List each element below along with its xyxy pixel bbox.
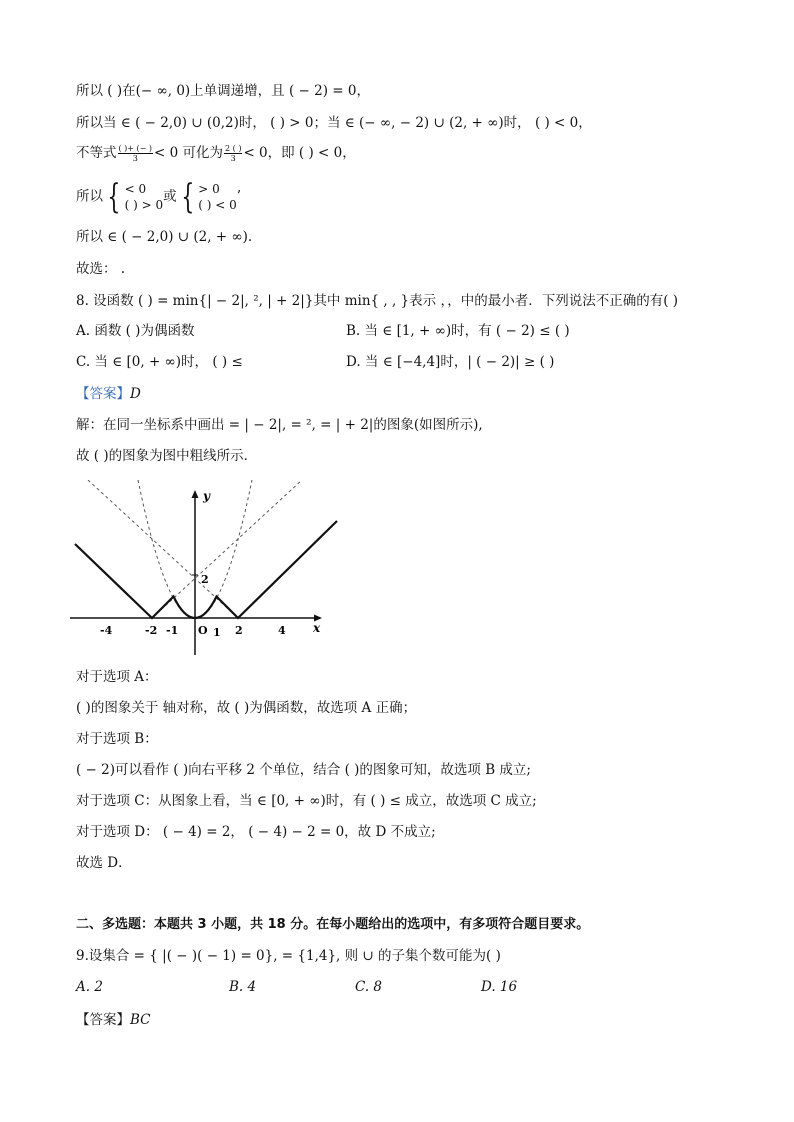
option-d: D. 当 ∈ [−4,4]时，| ( − 2)| ≥ ( )	[346, 354, 555, 370]
x-axis-label: x	[313, 621, 321, 635]
for-option-c: 对于选项 C：从图象上看，当 ∈ [0, + ∞)时，有 ( ) ≤ 成立，故选项 C 成立;	[76, 793, 537, 809]
x-tick-label: 1	[213, 626, 221, 639]
solution-line-1: 解：在同一坐标系中画出 = | − 2|, = ², = | + 2|的图象(如图所示),	[76, 417, 483, 433]
section-heading: 二、多选题：本题共 3 小题，共 18 分。在每小题给出的选项中，有多项符合题目要求。	[76, 917, 590, 932]
function-graph	[70, 480, 345, 660]
question-8: 8. 设函数 ( ) = min{| − 2|, ², | + 2|}其中 min{ , , }表示 ，，中的最小者．下列说法不正确的有( )	[76, 293, 679, 309]
q9-option-d: D. 16	[481, 979, 518, 995]
system-row: ( ) < 0	[198, 198, 237, 212]
text: 或	[163, 188, 177, 205]
fraction-denominator: 3	[132, 154, 138, 163]
line-2: 所以当 ∈ ( − 2,0) ∪ (0,2)时， ( ) > 0；当 ∈ (− ∞, − 2) ∪ (2, + ∞)时， ( ) < 0，	[76, 115, 592, 131]
for-option-a: 对于选项 A：	[76, 669, 158, 685]
text: < 0，即 ( ) < 0，	[243, 145, 356, 161]
line-3	[76, 144, 356, 163]
fraction-numerator: ( )+ (− )	[118, 144, 153, 153]
fraction-denominator: 3	[230, 154, 236, 163]
q9-option-c: C. 8	[355, 979, 383, 995]
final-pick: 故选 D．	[76, 855, 132, 871]
line-6: 故选： .	[76, 261, 126, 277]
line-5: 所以 ∈ ( − 2,0) ∪ (2, + ∞).	[76, 229, 253, 245]
answer-value: BC	[130, 1012, 151, 1028]
for-option-a-text: ( )的图象关于 轴对称，故 ( )为偶函数，故选项 A 正确；	[76, 700, 417, 716]
left-brace: {	[180, 177, 194, 217]
system-1	[125, 181, 164, 213]
x-tick-label: 2	[235, 624, 243, 637]
system-row: ( ) > 0	[124, 198, 164, 212]
y-axis-arrow	[192, 490, 199, 498]
answer-9	[76, 1011, 151, 1029]
answer-value: D	[130, 386, 141, 402]
for-option-b-text: ( − 2)可以看作 ( )向右平移 2 个单位，结合 ( )的图象可知，故选项 B 成立;	[76, 762, 531, 778]
left-brace: {	[107, 177, 121, 217]
answer-label: 【答案】	[76, 386, 130, 402]
system-row: > 0	[198, 182, 220, 196]
option-a: A. 函数 ( )为偶函数	[76, 323, 195, 339]
text: 所以	[76, 188, 103, 205]
system-2	[198, 181, 237, 213]
answer-label: 【答案】	[76, 1012, 130, 1028]
for-option-b: 对于选项 B：	[76, 731, 158, 747]
q9-option-b: B. 4	[229, 979, 257, 995]
q9-option-a: A. 2	[76, 979, 103, 995]
answer-8	[76, 385, 141, 403]
question-9: 9.设集合 = { |( − )( − 1) = 0}, = {1,4}, 则 ∪ 的子集个数可能为( )	[76, 948, 501, 964]
option-c: C. 当 ∈ [0, + ∞)时， ( ) ≤	[76, 354, 243, 370]
x-tick-label: 4	[278, 624, 286, 637]
x-tick-label: -1	[166, 624, 179, 637]
for-option-d: 对于选项 D： ( − 4) = 2， ( − 4) − 2 = 0，故 D 不成立;	[76, 824, 436, 840]
x-tick-label: -2	[145, 624, 158, 637]
origin-label: O	[198, 624, 208, 637]
text: < 0 可化为	[154, 145, 224, 161]
text: 不等式	[76, 145, 117, 161]
min-function-curve	[75, 521, 337, 618]
x-tick-label: -4	[100, 624, 113, 637]
text: ’	[236, 188, 242, 205]
line-4	[76, 177, 242, 217]
option-b: B. 当 ∈ [1, + ∞)时，有 ( − 2) ≤ ( )	[346, 323, 570, 339]
fraction-numerator: 2 ( )	[225, 144, 242, 153]
system-row: < 0	[124, 182, 147, 196]
y-axis-label: y	[203, 489, 210, 503]
fraction-1	[118, 144, 154, 163]
y-tick-label: 2	[201, 573, 209, 586]
solution-line-2: 故 ( )的图象为图中粗线所示．	[76, 448, 258, 464]
line-1: 所以 ( )在(− ∞, 0)上单调递增，且 ( − 2) = 0，	[76, 83, 370, 99]
fraction-2	[224, 144, 242, 163]
